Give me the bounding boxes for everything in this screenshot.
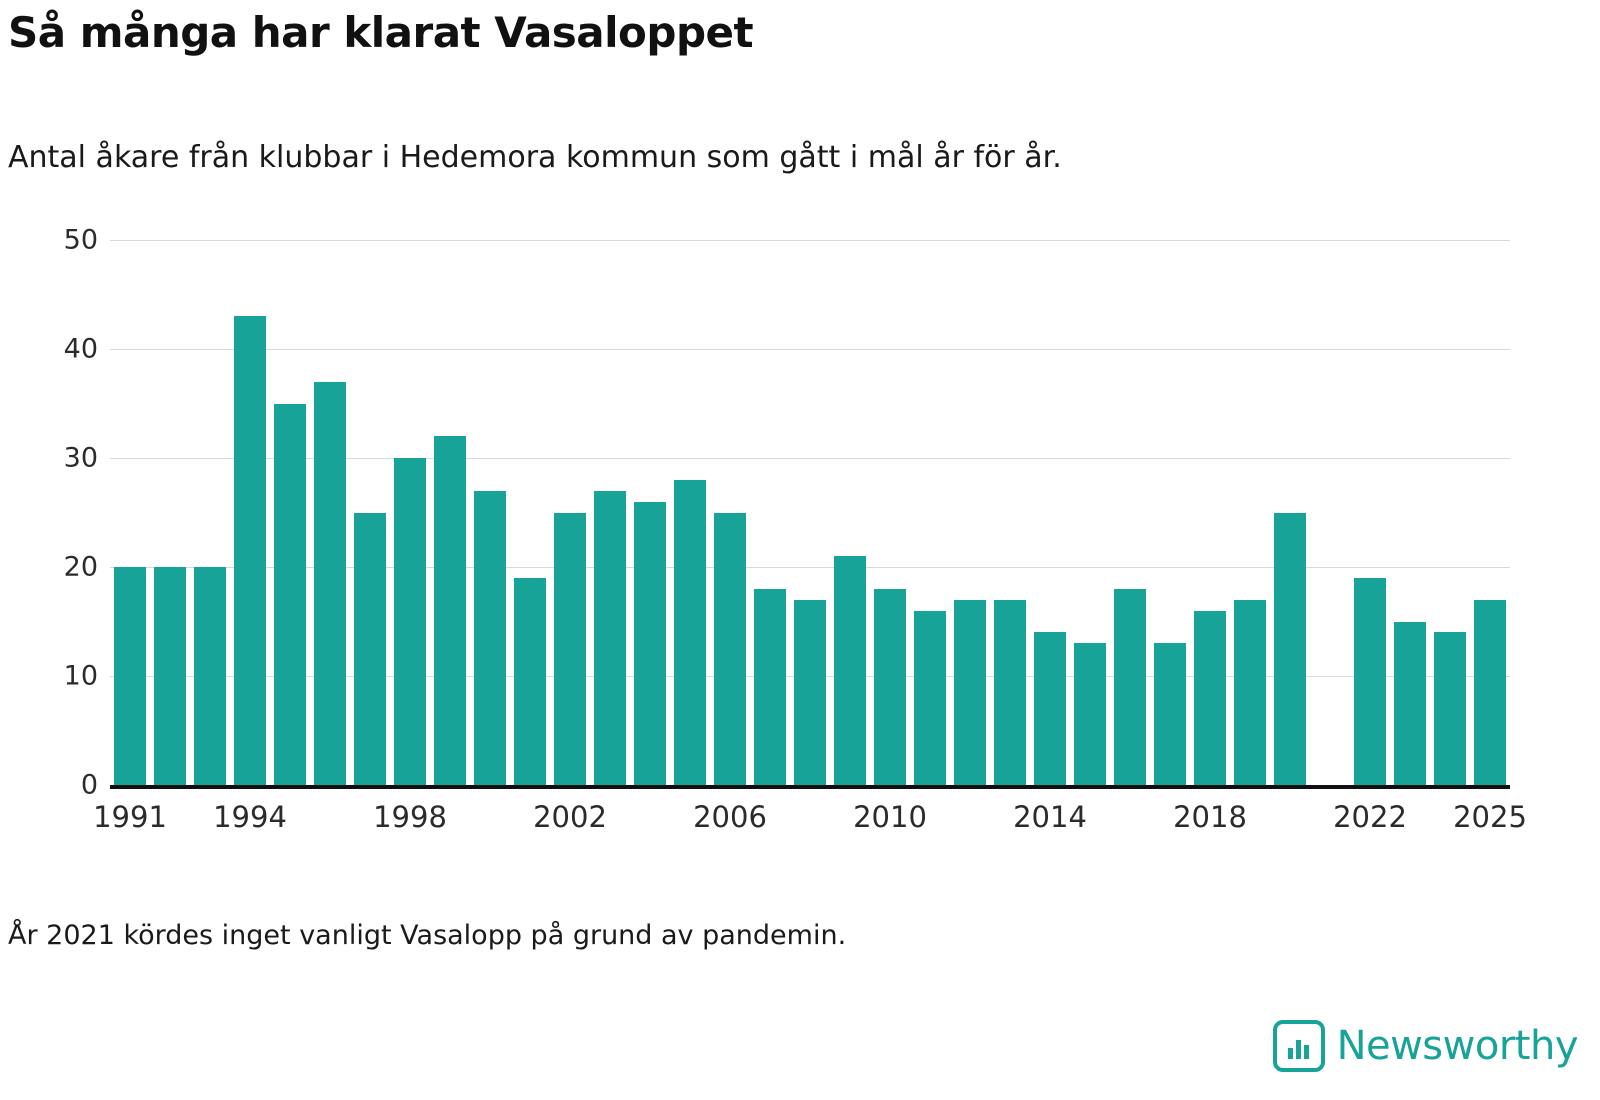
bar bbox=[1394, 622, 1425, 786]
bar bbox=[514, 578, 545, 785]
bar bbox=[394, 458, 425, 785]
bar bbox=[834, 556, 865, 785]
bar bbox=[674, 480, 705, 785]
y-tick-label: 50 bbox=[63, 224, 98, 256]
x-axis-line bbox=[110, 785, 1510, 789]
bar bbox=[994, 600, 1025, 785]
bar bbox=[234, 316, 265, 785]
bar bbox=[1194, 611, 1225, 785]
page-title: Så många har klarat Vasaloppet bbox=[8, 8, 754, 57]
bar-series bbox=[110, 240, 1510, 785]
page-subtitle: Antal åkare från klubbar i Hedemora kommun som gått i mål år för år. bbox=[8, 140, 1062, 175]
bar bbox=[594, 491, 625, 785]
x-tick-label: 2010 bbox=[853, 800, 927, 834]
bar bbox=[354, 513, 385, 786]
brand-name: Newsworthy bbox=[1336, 1023, 1578, 1069]
bar bbox=[794, 600, 825, 785]
footnote: År 2021 kördes inget vanligt Vasalopp på grund av pandemin. bbox=[8, 920, 847, 951]
bar bbox=[1074, 643, 1105, 785]
bar bbox=[1274, 513, 1305, 786]
x-tick-label: 1994 bbox=[213, 800, 287, 834]
bar bbox=[1154, 643, 1185, 785]
bar bbox=[634, 502, 665, 785]
x-tick-label: 2002 bbox=[533, 800, 607, 834]
x-tick-label: 2006 bbox=[693, 800, 767, 834]
y-tick-label: 30 bbox=[63, 442, 98, 474]
bar bbox=[194, 567, 225, 785]
bar bbox=[154, 567, 185, 785]
newsworthy-logo bbox=[1273, 1020, 1578, 1072]
plot-area bbox=[63, 224, 1510, 801]
bar-chart bbox=[0, 215, 1600, 855]
x-tick-label: 2025 bbox=[1453, 800, 1527, 834]
bar bbox=[1474, 600, 1505, 785]
bar bbox=[1434, 632, 1465, 785]
bar bbox=[554, 513, 585, 786]
bar bbox=[474, 491, 505, 785]
bar bbox=[1234, 600, 1265, 785]
y-tick-label: 0 bbox=[80, 769, 98, 801]
x-tick-label: 2018 bbox=[1173, 800, 1247, 834]
bar bbox=[274, 404, 305, 786]
x-tick-label: 1991 bbox=[93, 800, 167, 834]
x-tick-label: 1998 bbox=[373, 800, 447, 834]
bar bbox=[314, 382, 345, 785]
x-axis-labels bbox=[93, 800, 1527, 850]
bar bbox=[914, 611, 945, 785]
y-tick-label: 10 bbox=[63, 660, 98, 692]
bar bbox=[954, 600, 985, 785]
bar bbox=[1354, 578, 1385, 785]
y-tick-label: 40 bbox=[63, 333, 98, 365]
bar bbox=[714, 513, 745, 786]
bar bbox=[434, 436, 465, 785]
bar bbox=[1034, 632, 1065, 785]
y-tick-label: 20 bbox=[63, 551, 98, 583]
chart-logo-icon bbox=[1273, 1020, 1325, 1072]
bar bbox=[1114, 589, 1145, 785]
x-tick-label: 2014 bbox=[1013, 800, 1087, 834]
bar bbox=[754, 589, 785, 785]
x-tick-label: 2022 bbox=[1333, 800, 1407, 834]
bar bbox=[874, 589, 905, 785]
bar bbox=[114, 567, 145, 785]
